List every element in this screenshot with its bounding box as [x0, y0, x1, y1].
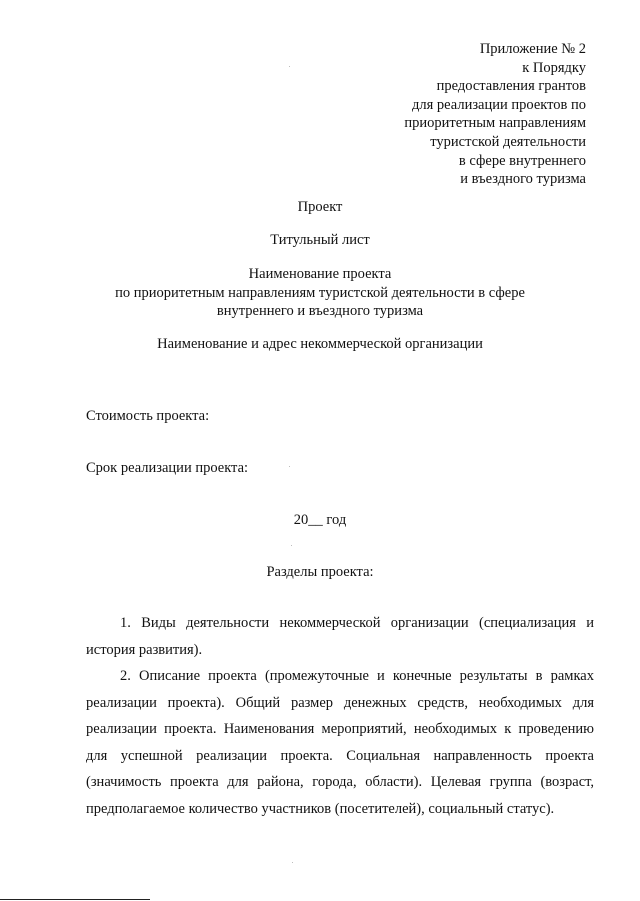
year-line: [0, 511, 640, 530]
appendix-line: Приложение № 2: [479, 41, 586, 57]
appendix-line: и въездного туризма: [460, 171, 586, 188]
appendix-line: предоставления грантов: [436, 78, 586, 95]
draft-label: [0, 198, 640, 217]
title-page-heading: [0, 231, 640, 250]
appendix-line: туристской деятельности: [430, 133, 586, 150]
term-field-label: Срок реализации проекта:: [86, 460, 249, 476]
sections-heading: [0, 563, 640, 582]
year-text: 20__ год: [293, 512, 347, 528]
title-page-text: Титульный лист: [270, 232, 370, 248]
scan-speck: [291, 545, 292, 546]
org-name-text: Наименование и адрес некоммерческой организации: [157, 336, 483, 352]
project-name-line: по приоритетным направлениям туристской деятельности в сфере: [115, 284, 525, 301]
scan-speck: [292, 862, 293, 863]
scan-speck: [289, 466, 290, 467]
appendix-block: [326, 40, 586, 189]
draft-text: Проект: [297, 199, 343, 215]
cost-field-label: Стоимость проекта:: [86, 408, 210, 424]
appendix-line: в сфере внутреннего: [458, 152, 586, 169]
org-name-heading: [0, 335, 640, 354]
footnote-divider: [0, 899, 150, 900]
appendix-line: к Порядку: [522, 59, 586, 76]
scan-speck: [289, 66, 290, 67]
section-item: 1. Виды деятельности некоммерческой организации (специализация и история развития).: [86, 615, 594, 658]
sections-list: [86, 610, 594, 822]
appendix-line: приоритетным направлениям: [404, 115, 586, 132]
section-item: 2. Описание проекта (промежуточные и конечные результаты в рамках реализации проекта). Общий размер денежных средств, необходимых для реализации проекта. Наименования мероприятий, необходимых к проведению для успешной реализации проекта. Социальная направленность проекта (значимость проекта для района, города, области). Целевая группа (возраст, предполагаемое количество участников (посетителей), социальный статус).: [86, 668, 594, 817]
project-name-block: [0, 265, 640, 321]
project-name-line: внутреннего и въездного туризма: [216, 303, 424, 320]
appendix-line: для реализации проектов по: [412, 96, 586, 113]
sections-heading-text: Разделы проекта:: [266, 564, 374, 580]
project-name-line: Наименование проекта: [248, 266, 392, 282]
